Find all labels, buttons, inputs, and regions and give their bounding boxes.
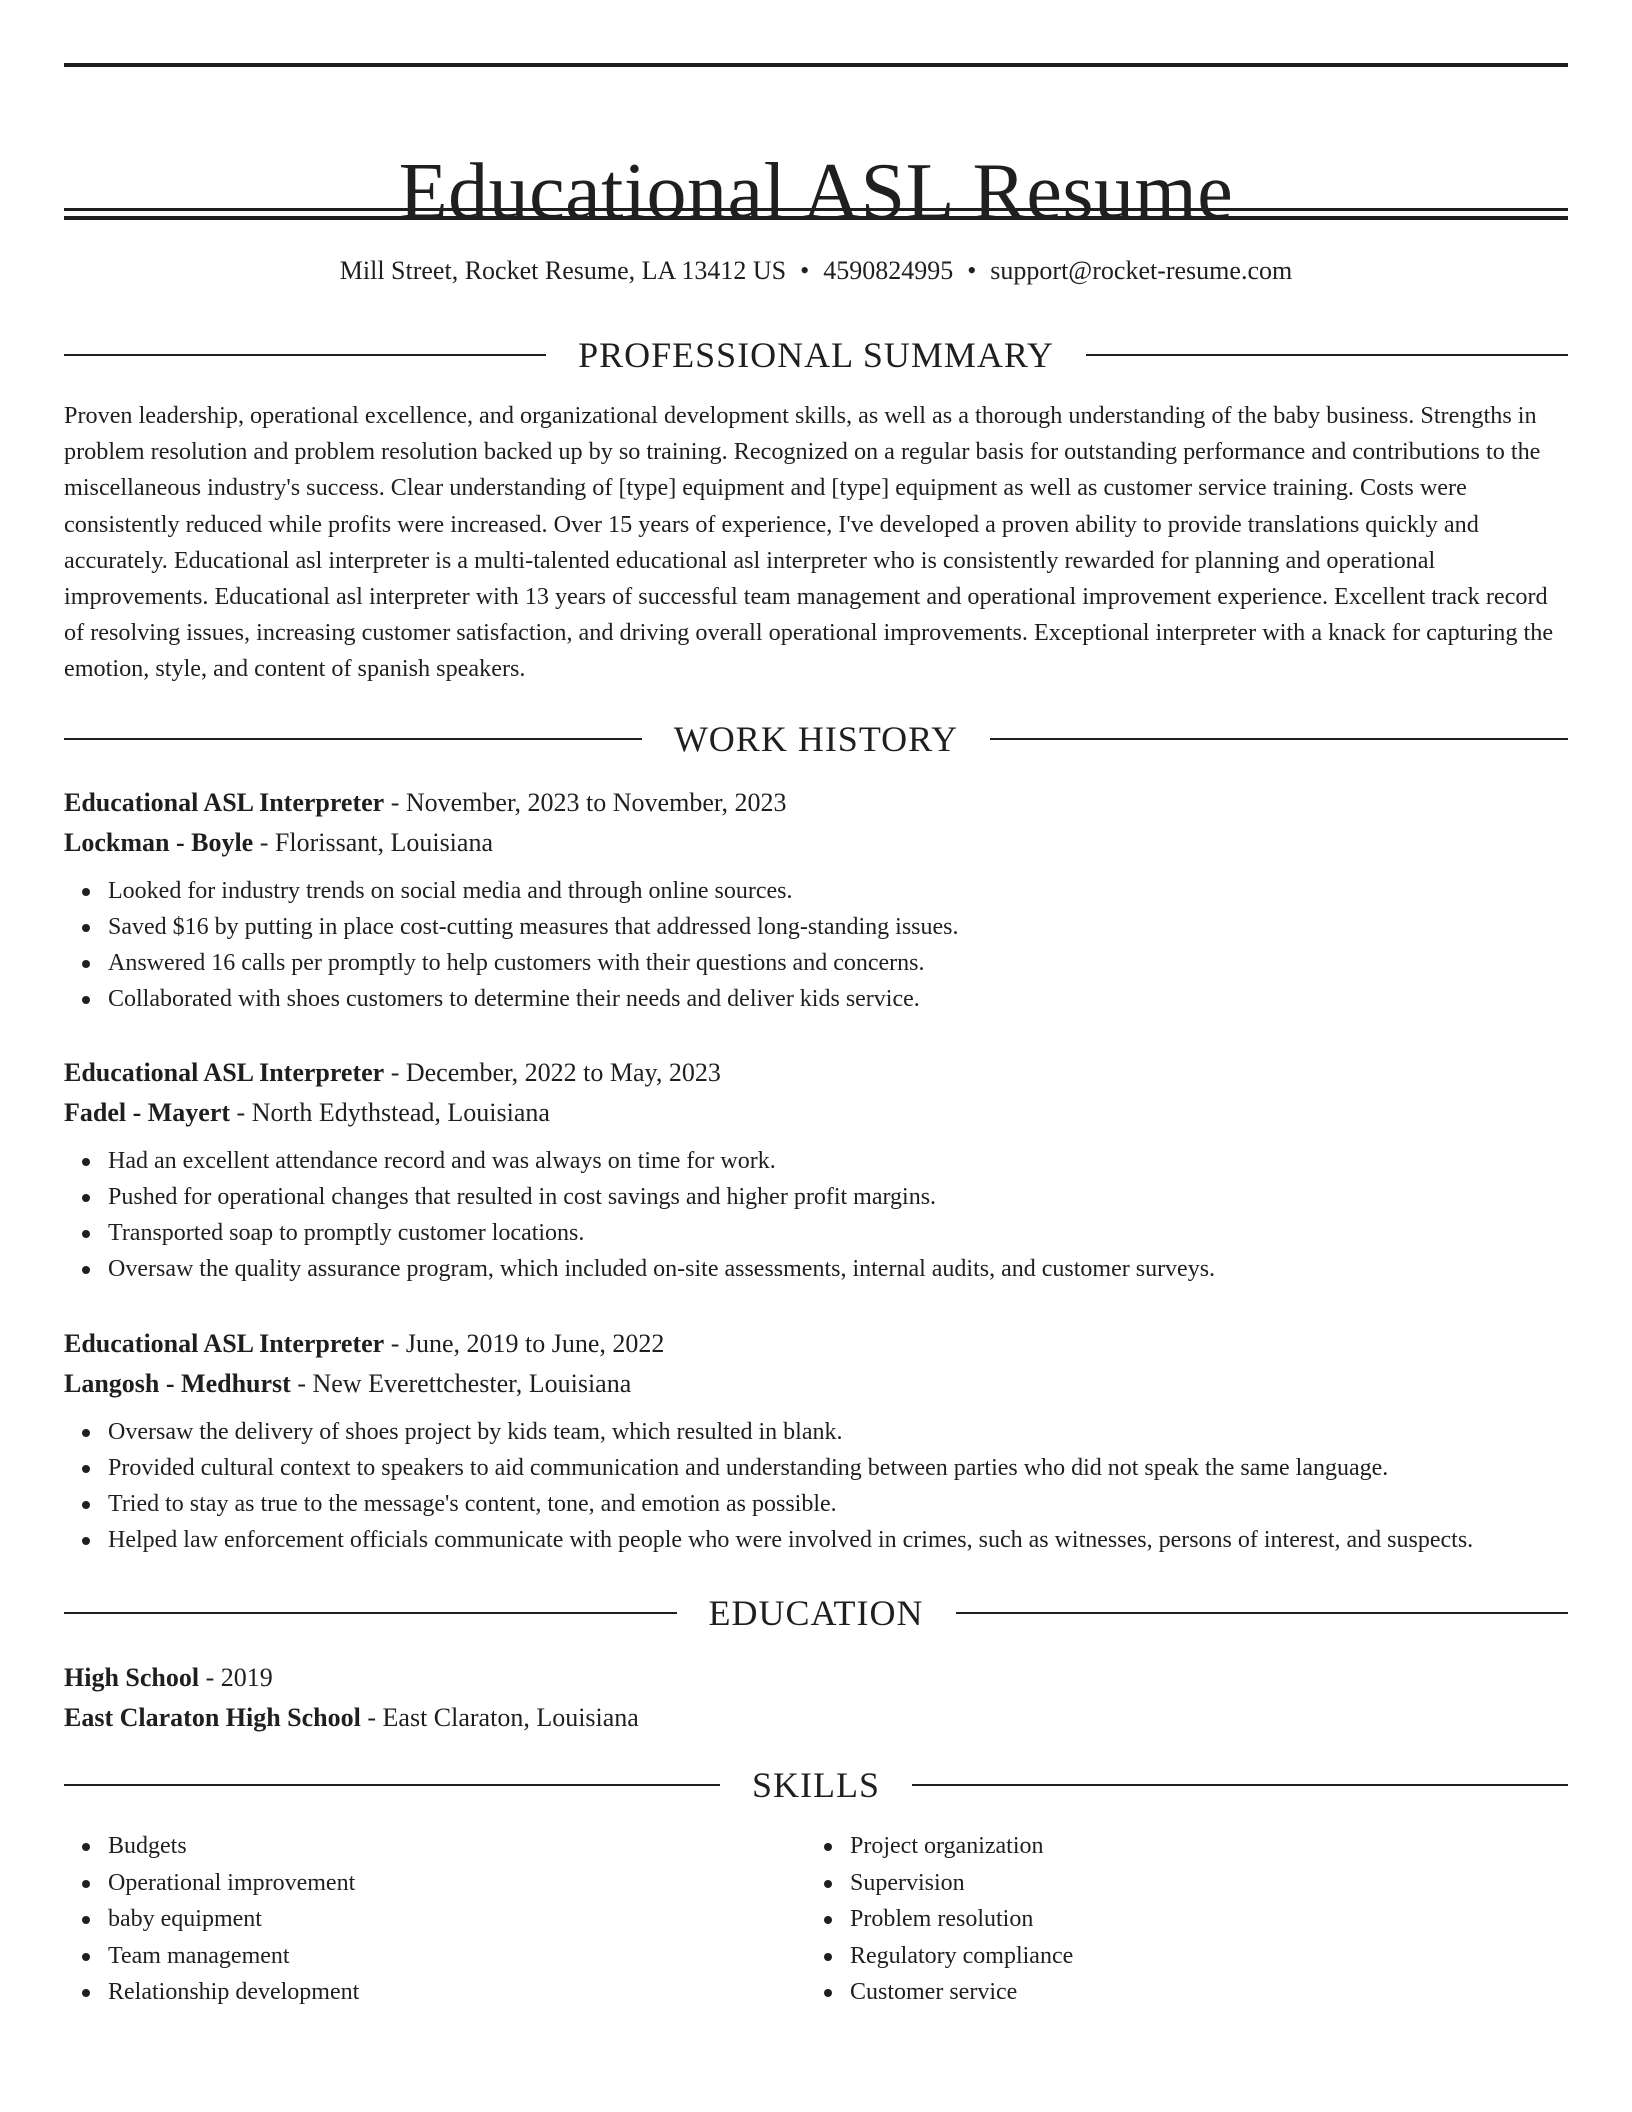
job-company-line: [64, 1093, 1568, 1133]
job-entry: [64, 1324, 1568, 1558]
section-title-summary: PROFESSIONAL SUMMARY: [578, 335, 1054, 375]
section-header-education: [64, 1588, 1568, 1638]
job-bullet: Oversaw the quality assurance program, which included on-site assessments, internal audits, and customer surveys.: [108, 1251, 1568, 1287]
job-bullet: Transported soap to promptly customer locations.: [108, 1215, 1568, 1251]
skill-item: Budgets: [108, 1828, 806, 1865]
education-year: - 2019: [199, 1663, 273, 1692]
top-rule: [64, 63, 1568, 67]
job-dates: - November, 2023 to November, 2023: [384, 788, 787, 817]
contact-phone: 4590824995: [823, 256, 954, 285]
skill-item: Project organization: [850, 1828, 1548, 1865]
education-location: - East Claraton, Louisiana: [360, 1703, 639, 1732]
section-rule-left: [64, 738, 642, 740]
skill-item: Relationship development: [108, 1974, 806, 2011]
skills-column-left: [64, 1828, 806, 2011]
contact-separator: •: [967, 256, 977, 285]
job-company: Lockman - Boyle: [64, 828, 254, 857]
education-degree: High School: [64, 1663, 200, 1692]
job-dates: - December, 2022 to May, 2023: [384, 1058, 721, 1087]
title-double-rule: [64, 208, 1568, 220]
job-bullet: Collaborated with shoes customers to determine their needs and deliver kids service.: [108, 981, 1568, 1017]
job-bullet: Pushed for operational changes that resulted in cost savings and higher profit margins.: [108, 1179, 1568, 1215]
section-header-summary: [64, 330, 1568, 380]
section-rule-right: [956, 1612, 1569, 1614]
job-bullets: [64, 1414, 1568, 1558]
job-bullet: Looked for industry trends on social media and through online sources.: [108, 873, 1568, 909]
skills-column-right: [806, 1828, 1548, 2011]
job-location: - Florissant, Louisiana: [253, 828, 493, 857]
resume-title: Educational ASL Resume: [398, 147, 1234, 236]
skill-item: Team management: [108, 1938, 806, 1975]
section-rule-right: [990, 738, 1568, 740]
job-entry: [64, 1053, 1568, 1287]
job-bullet: Tried to stay as true to the message's content, tone, and emotion as possible.: [108, 1486, 1568, 1522]
job-bullet: Provided cultural context to speakers to aid communication and understanding between parties who did not speak the same language.: [108, 1450, 1568, 1486]
job-bullet: Oversaw the delivery of shoes project by kids team, which resulted in blank.: [108, 1414, 1568, 1450]
skill-item: Problem resolution: [850, 1901, 1548, 1938]
job-bullets: [64, 873, 1568, 1017]
job-title-line: [64, 1053, 1568, 1093]
section-title-skills: SKILLS: [752, 1765, 881, 1805]
section-title-work: WORK HISTORY: [673, 719, 959, 759]
job-location: - North Edythstead, Louisiana: [230, 1098, 550, 1127]
section-header-skills: [64, 1760, 1568, 1810]
job-bullet: Helped law enforcement officials communicate with people who were involved in crimes, such as witnesses, persons of interest, and suspects.: [108, 1522, 1568, 1558]
job-title-line: [64, 783, 1568, 823]
job-title-line: [64, 1324, 1568, 1364]
contact-email: support@rocket-resume.com: [990, 256, 1293, 285]
job-title: Educational ASL Interpreter: [64, 788, 385, 817]
job-location: - New Everettchester, Louisiana: [290, 1369, 632, 1398]
section-rule-left: [64, 354, 546, 356]
job-bullet: Had an excellent attendance record and was always on time for work.: [108, 1143, 1568, 1179]
job-bullets: [64, 1143, 1568, 1287]
section-rule-left: [64, 1612, 677, 1614]
education-entry: [64, 1658, 1568, 1738]
skill-item: Customer service: [850, 1974, 1548, 2011]
job-title: Educational ASL Interpreter: [64, 1329, 385, 1358]
job-company: Langosh - Medhurst: [64, 1369, 291, 1398]
contact-line: [64, 254, 1568, 288]
job-company: Fadel - Mayert: [64, 1098, 231, 1127]
education-degree-line: [64, 1658, 1568, 1698]
section-header-work: [64, 714, 1568, 764]
job-bullet: Saved $16 by putting in place cost-cutting measures that addressed long-standing issues.: [108, 909, 1568, 945]
job-company-line: [64, 1364, 1568, 1404]
skill-item: Operational improvement: [108, 1865, 806, 1902]
job-entry: [64, 783, 1568, 1017]
section-rule-right: [1086, 354, 1568, 356]
section-rule-left: [64, 1784, 720, 1786]
education-school: East Claraton High School: [64, 1703, 361, 1732]
skill-item: Supervision: [850, 1865, 1548, 1902]
contact-address: Mill Street, Rocket Resume, LA 13412 US: [339, 256, 787, 285]
section-title-education: EDUCATION: [708, 1593, 924, 1633]
section-rule-right: [912, 1784, 1568, 1786]
skill-item: Regulatory compliance: [850, 1938, 1548, 1975]
skills-list: [64, 1828, 1568, 2011]
contact-separator: •: [800, 256, 810, 285]
job-company-line: [64, 823, 1568, 863]
education-school-line: [64, 1698, 1568, 1738]
job-title: Educational ASL Interpreter: [64, 1058, 385, 1087]
summary-paragraph: Proven leadership, operational excellence, and organizational development skills, as well as a thorough understanding of the baby business. Strengths in problem resolution and problem resolution backed up by so training. Recognized on a regular basis for outstanding performance and contributions to the miscellaneous industry's success. Clear understanding of [type] equipment and [type] equipment as well as customer service training. Costs were consistently reduced while profits were increased. Over 15 years of experience, I've developed a proven ability to provide translations quickly and accurately. Educational asl interpreter is a multi-talented educational asl interpreter who is consistently rewarded for planning and operational improvements. Educational asl interpreter with 13 years of successful team management and operational improvement experience. Excellent track record of resolving issues, increasing customer satisfaction, and driving overall operational improvements. Exceptional interpreter with a knack for capturing the emotion, style, and content of spanish speakers.: [64, 402, 1554, 683]
job-dates: - June, 2019 to June, 2022: [384, 1329, 665, 1358]
skill-item: baby equipment: [108, 1901, 806, 1938]
job-bullet: Answered 16 calls per promptly to help customers with their questions and concerns.: [108, 945, 1568, 981]
